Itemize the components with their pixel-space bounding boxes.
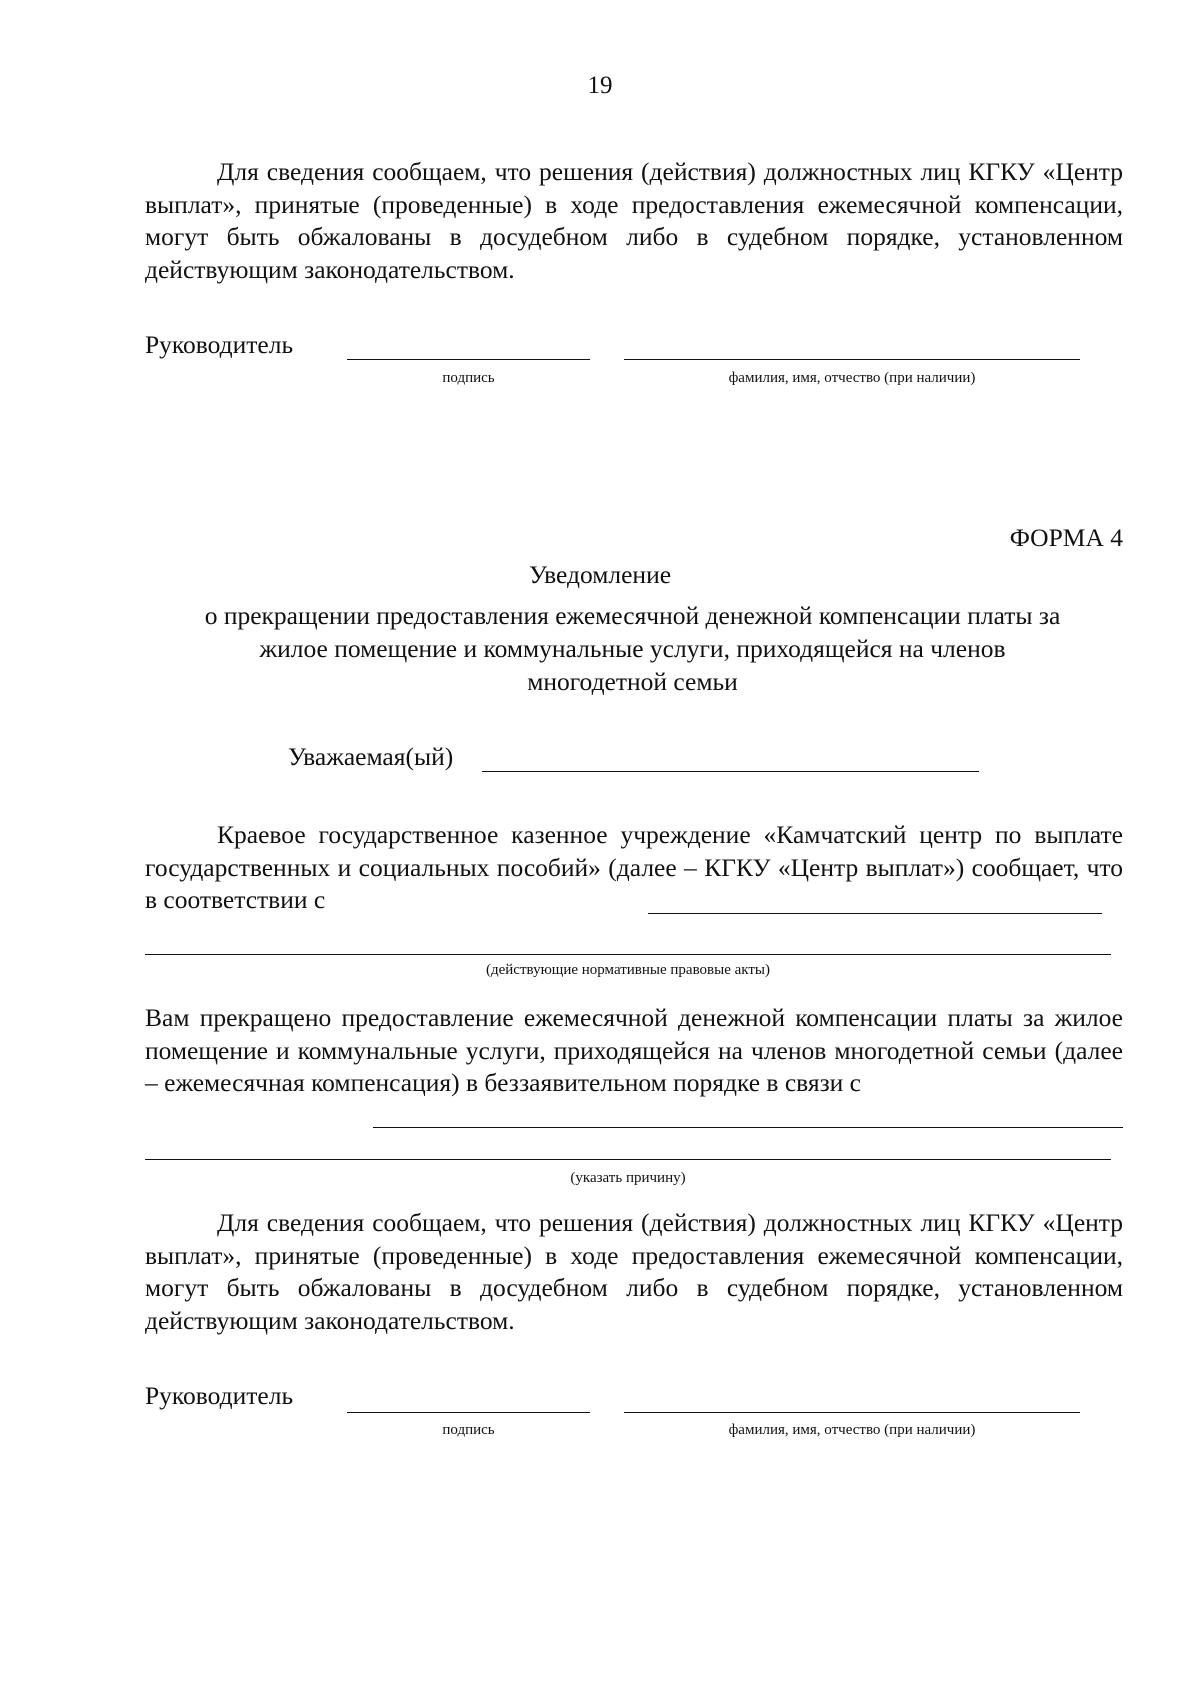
signature-line-top[interactable] [347, 359, 590, 360]
fio-line-top[interactable] [624, 359, 1080, 360]
fio-caption-bottom: фамилия, имя, отчество (при наличии) [728, 1422, 976, 1438]
form-label: ФОРМА 4 [1009, 523, 1123, 552]
reason-line-full[interactable] [145, 1159, 1111, 1160]
intro-paragraph [145, 819, 1123, 917]
appeal-paragraph-top [145, 156, 1123, 286]
appeal-paragraph-bottom [145, 1207, 1123, 1337]
subtitle-line-3: многодетной семьи [527, 667, 738, 696]
salutation-label: Уважаемая(ый) [288, 742, 454, 771]
subtitle-line-2: жилое помещение и коммунальные услуги, приходящейся на членов [259, 634, 1006, 663]
appeal-text-bottom: Для сведения сообщаем, что решения (действия) должностных лиц КГКУ «Центр выплат», принятые (проведенные) в ходе предоставления ежемесячной компенсации, могут быть обжалованы в досудебном либо в судебном порядке, установленном действующим законодательством. [145, 1208, 1123, 1335]
signature-caption-top: подпись [442, 370, 495, 386]
signature-caption-bottom: подпись [442, 1422, 495, 1438]
signature-line-bottom[interactable] [347, 1412, 590, 1413]
acts-line-inline[interactable] [648, 913, 1102, 914]
subtitle-line-1: о прекращении предоставления ежемесячной денежной компенсации платы за [204, 601, 1061, 630]
notice-title: Уведомление [528, 560, 672, 589]
page-number: 19 [587, 72, 613, 99]
intro-text: Краевое государственное казенное учреждение «Камчатский центр по выплате государственных и социальных пособий» (далее – КГКУ «Центр выплат») сообщает, что в соответствии с [145, 820, 1123, 914]
recipient-name-line[interactable] [482, 771, 979, 772]
acts-line-full[interactable] [145, 954, 1111, 955]
head-label-bottom: Руководитель [145, 1381, 294, 1410]
fio-caption-top: фамилия, имя, отчество (при наличии) [728, 370, 976, 386]
acts-caption: (действующие нормативные правовые акты) [485, 962, 771, 978]
head-label-top: Руководитель [145, 330, 294, 359]
termination-paragraph [145, 1002, 1123, 1100]
termination-text: Вам прекращено предоставление ежемесячной денежной компенсации платы за жилое помещение и коммунальные услуги, приходящейся на членов многодетной семьи (далее – ежемесячная компенсация) в беззаявительном порядке в связи с [145, 1003, 1123, 1097]
reason-caption: (указать причину) [570, 1170, 686, 1186]
notice-subtitle [140, 599, 1125, 698]
reason-line-inline[interactable] [373, 1127, 1123, 1128]
appeal-text-top: Для сведения сообщаем, что решения (действия) должностных лиц КГКУ «Центр выплат», принятые (проведенные) в ходе предоставления ежемесячной компенсации, могут быть обжалованы в досудебном либо в судебном порядке, установленном действующим законодательством. [145, 157, 1123, 284]
fio-line-bottom[interactable] [624, 1412, 1080, 1413]
